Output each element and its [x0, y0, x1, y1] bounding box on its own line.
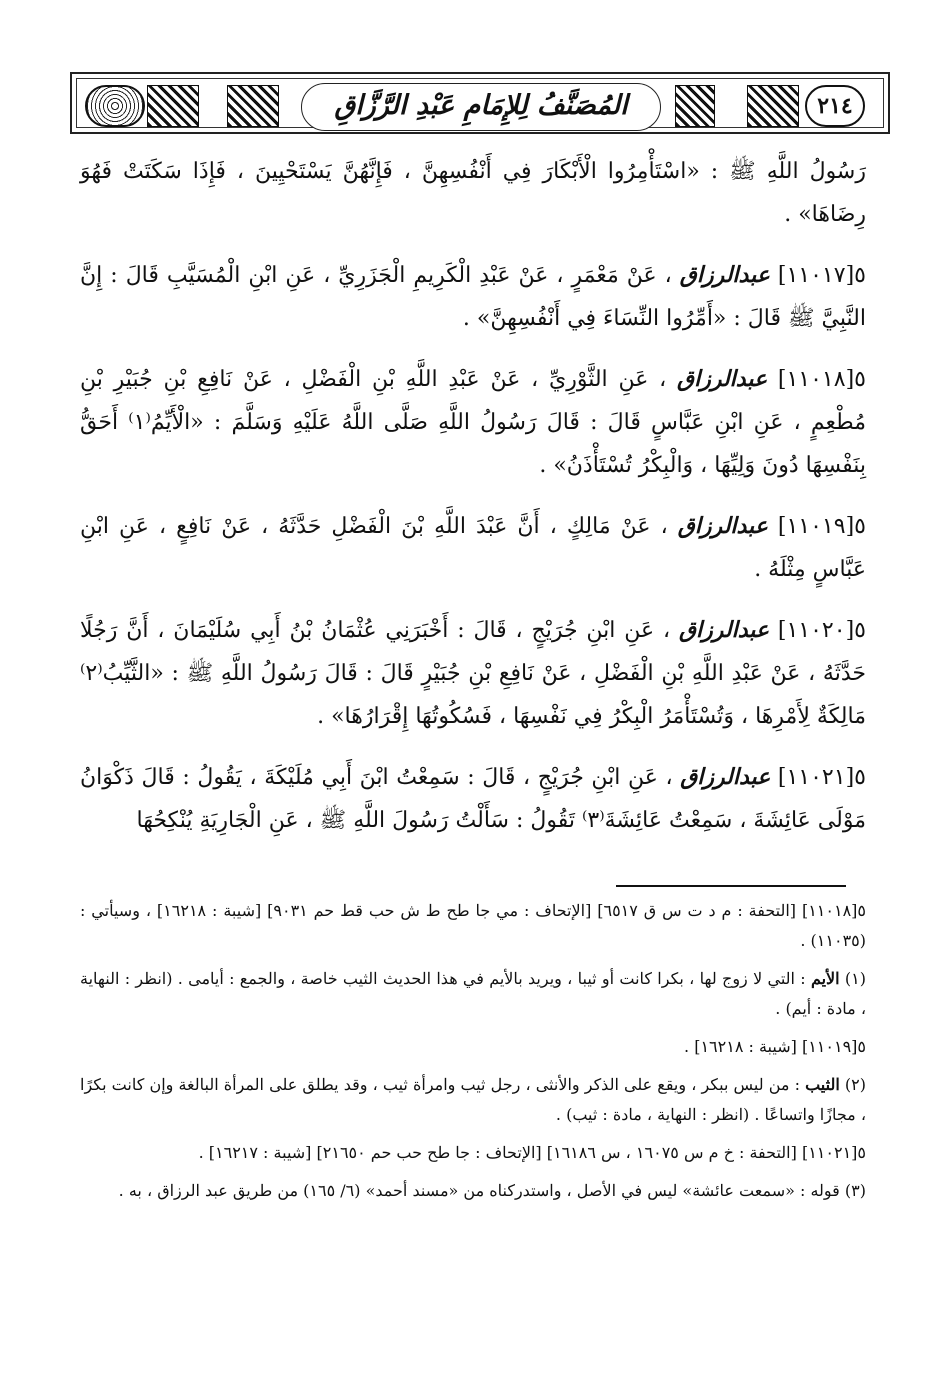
- ornament-icon: [227, 85, 279, 127]
- footnote-number: (٢): [844, 1075, 866, 1094]
- main-text: [80, 150, 866, 860]
- paragraph-continuation: رَسُولُ اللَّهِ ﷺ : «اسْتَأْمِرُوا الْأَبْكَارَ فِي أَنْفُسِهِنَّ ، فَإِنَّهُنَّ يَسْتَحْيِينَ ، فَإِذَا سَكَتَتْ فَهُوَ رِضَاهَا» .: [80, 159, 866, 227]
- hadith-11017: [80, 254, 866, 340]
- narrator-name: عبدالرزاق: [680, 764, 771, 790]
- footnote-divider: [616, 885, 846, 887]
- hadith-11021: [80, 756, 866, 842]
- footnote-term: الأيم: [810, 969, 840, 988]
- footnote-11021-sources: ٥[١١٠٢١] [التحفة : خ م س ١٦٠٧٥ ، س ١٦١٨٦] [الإتحاف : جا طح حب حم ٢١٦٥٠] [شيبة : ١٦٢١٧] .: [198, 1143, 866, 1162]
- narrator-name: عبدالرزاق: [677, 513, 768, 539]
- ornament-icon: [675, 85, 715, 127]
- footnote-11019-sources: ٥[١١٠١٩] [شيبة : ١٦٢١٨] .: [684, 1037, 866, 1056]
- footnote-text: : التي لا زوج لها ، بكرا كانت أو ثيبا ، ويريد بالأيم في هذا الحديث الثيب خاصة ، والجمع : أيامى . (انظر : النهاية ، مادة : أيم) .: [80, 969, 866, 1018]
- hadith-number: ٥[١١٠١٨]: [777, 367, 866, 392]
- hadith-text: ، عَنْ مَالِكٍ ، أَنَّ عَبْدَ اللَّهِ بْنَ الْفَضْلِ حَدَّثَهُ ، عَنْ نَافِعٍ ، عَنِ ابْنِ عَبَّاسٍ مِثْلَهُ .: [80, 514, 866, 582]
- footnote-1: [80, 964, 866, 1024]
- ornament-icon: [147, 85, 199, 127]
- footnotes: [80, 896, 866, 1214]
- narrator-name: عبدالرزاق: [678, 617, 770, 643]
- footnote-2: [80, 1070, 866, 1130]
- seal-logo-icon: [85, 85, 145, 127]
- hadith-text: ، عَنِ ابْنِ جُرَيْجٍ ، قَالَ : أَخْبَرَنِي عُثْمَانُ بْنُ أَبِي سُلَيْمَانَ ، أَنَّ رَجُلًا حَدَّثَهُ ، عَنْ عَبْدِ اللَّهِ بْنِ الْفَضْلِ ، عَنْ نَافِعِ بْنِ جُبَيْرٍ قَالَ : قَالَ رَسُولُ اللَّهِ ﷺ : «الثَّيِّبُ⁽٢⁾ مَالِكَةٌ لِأَمْرِهَا ، وَتُسْتَأْمَرُ الْبِكْرُ فِي نَفْسِهَا ، فَسُكُوتُهَا إِقْرَارُهَا» .: [80, 618, 866, 729]
- hadith-number: ٥[١١٠١٩]: [777, 514, 866, 539]
- book-title: المُصَنَّفُ لِلإِمَامِ عَبْدِ الرَّزَّاقِ: [301, 83, 661, 131]
- hadith-text: ، عَنْ مَعْمَرٍ ، عَنْ عَبْدِ الْكَرِيمِ الْجَزَرِيِّ ، عَنِ ابْنِ الْمُسَيَّبِ قَالَ : إِنَّ النَّبِيَّ ﷺ قَالَ : «أَمِّرُوا النِّسَاءَ فِي أَنْفُسِهِنَّ» .: [80, 263, 866, 331]
- page-header: [70, 72, 890, 134]
- footnote-3: (٣) قوله : «سمعت عائشة» ليس في الأصل ، واستدركناه من «مسند أحمد» (٦/ ١٦٥) من طريق عبد الرزاق ، به .: [118, 1181, 866, 1200]
- footnote-11018-sources: ٥[١١٠١٨] [التحفة : م د ت س ق ٦٥١٧] [الإتحاف : مي جا طح ط ش حب قط حم ٩٠٣١] [شيبة : ١٦٢١٨] ، وسيأتي : (١١٠٣٥) .: [80, 901, 867, 950]
- hadith-text: ، عَنِ ابْنِ جُرَيْجٍ ، قَالَ : سَمِعْتُ ابْنَ أَبِي مُلَيْكَةَ ، يَقُولُ : قَالَ ذَكْوَانُ مَوْلَى عَائِشَةَ ، سَمِعْتُ عَائِشَةَ⁽٣⁾ تَقُولُ : سَأَلْتُ رَسُولَ اللَّهِ ﷺ ، عَنِ الْجَارِيَةِ يُنْكِحُهَا: [80, 765, 866, 833]
- narrator-name: عبدالرزاق: [677, 366, 768, 392]
- narrator-name: عبدالرزاق: [679, 262, 770, 288]
- hadith-11020: [80, 609, 866, 738]
- footnote-term: الثيب: [805, 1075, 840, 1094]
- hadith-11018: [80, 358, 866, 487]
- hadith-number: ٥[١١٠٢٠]: [777, 618, 866, 643]
- hadith-number: ٥[١١٠١٧]: [777, 263, 866, 288]
- footnote-number: (١): [844, 969, 867, 988]
- page-number: ٢١٤: [805, 85, 865, 127]
- footnote-text: : من ليس ببكر ، ويقع على الذكر والأنثى ، رجل ثيب وامرأة ثيب ، وقد يطلق على المرأة البالغة وإن كانت بكرًا ، مجازًا واتساعًا . (انظر : النهاية ، مادة : ثيب) .: [80, 1075, 866, 1124]
- hadith-11019: [80, 505, 866, 591]
- header-frame: [76, 78, 884, 128]
- ornament-icon: [747, 85, 799, 127]
- hadith-text: ، عَنِ الثَّوْرِيِّ ، عَنْ عَبْدِ اللَّهِ بْنِ الْفَضْلِ ، عَنْ نَافِعِ بْنِ جُبَيْرِ بْنِ مُطْعِمٍ ، عَنِ ابْنِ عَبَّاسٍ قَالَ : قَالَ رَسُولُ اللَّهِ صَلَّى اللَّهُ عَلَيْهِ وَسَلَّمَ : «الْأَيِّمُ⁽١⁾ أَحَقُّ بِنَفْسِهَا دُونَ وَلِيِّهَا ، وَالْبِكْرُ تُسْتَأْذَنُ» .: [80, 367, 866, 478]
- hadith-number: ٥[١١٠٢١]: [777, 765, 866, 790]
